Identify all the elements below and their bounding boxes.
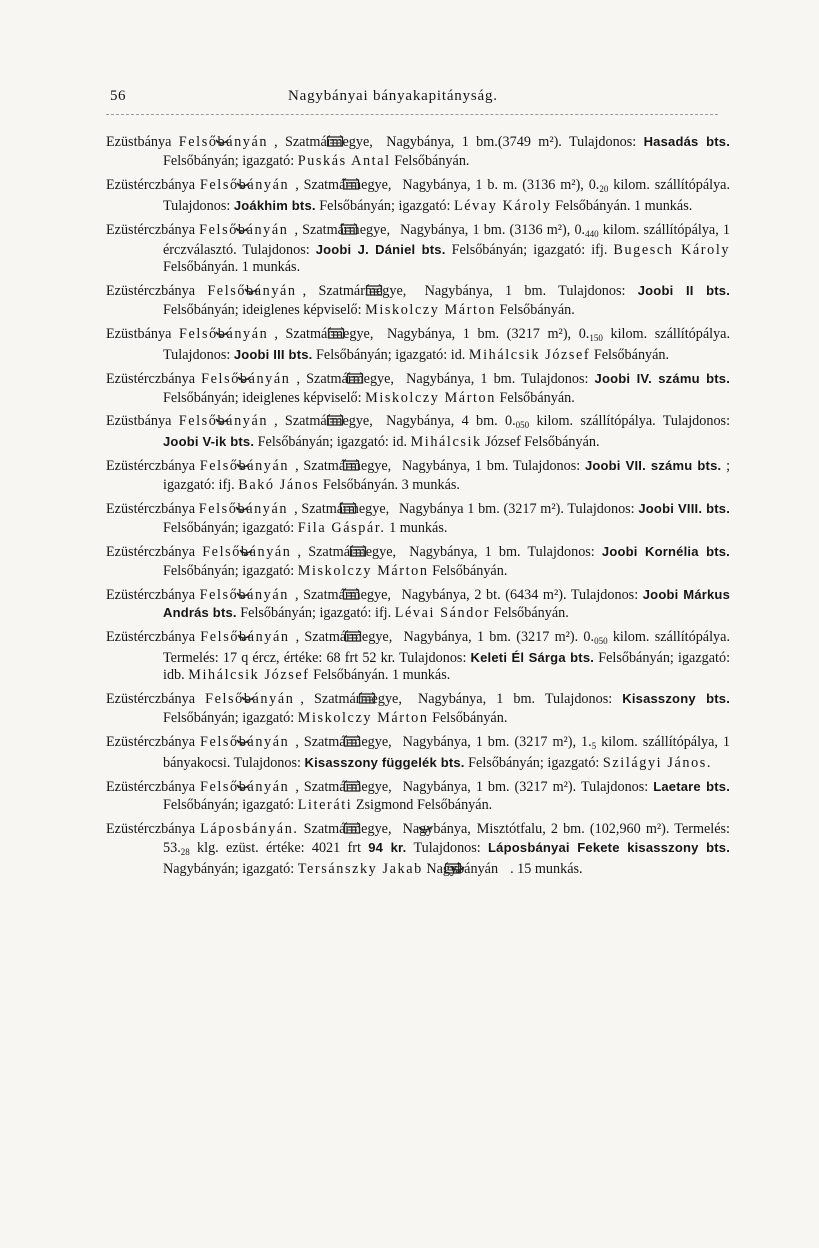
area-info: Nagybánya, bbox=[402, 821, 471, 838]
register-entry bbox=[106, 544, 730, 580]
mine-location: Felsőbányán bbox=[199, 586, 289, 603]
mine-location: Láposbányán. bbox=[200, 821, 299, 838]
decimal-subscript: 5 bbox=[591, 740, 597, 751]
mine-location: Felsőbányán bbox=[178, 413, 269, 430]
director-name: Lévai Sándor bbox=[394, 605, 490, 622]
entry-text: Felsőbányán. 3 munkás. bbox=[322, 477, 460, 494]
director-name: Miskolczy Márton bbox=[297, 709, 429, 726]
director-name: Miskolczy Márton bbox=[365, 389, 496, 406]
entry-text: József Felsőbányán. bbox=[485, 434, 600, 451]
entry-text: Felsőbányán; igazgató: bbox=[163, 709, 295, 726]
entry-text: Felsőbányán; igazgató: bbox=[163, 519, 295, 536]
running-header bbox=[110, 88, 720, 108]
register-entry bbox=[106, 283, 730, 319]
county: , Szatmármegye, bbox=[295, 733, 392, 750]
mine-type: Ezüstérczbánya bbox=[106, 586, 196, 603]
entry-text: Felsőbányán; igazgató: bbox=[163, 797, 295, 814]
owner-name: Joobi IV. számu bts. bbox=[594, 370, 731, 386]
area-info: Nagybánya, 1 bm. bbox=[424, 283, 547, 300]
header-rule bbox=[106, 114, 718, 115]
mine-type: Ezüstérczbánya bbox=[106, 690, 196, 707]
entry-text: Felsőbányán. bbox=[394, 152, 470, 169]
running-title: Nagybányai bányakapitányság. bbox=[288, 88, 498, 104]
mine-type: Ezüstérczbánya bbox=[106, 458, 196, 475]
register-entry bbox=[106, 501, 730, 537]
owner-name: Laetare bts. bbox=[653, 778, 731, 794]
entry-text: Tulajdonos: bbox=[544, 690, 613, 707]
entry-text: kilom. szállítópálya. Termelés: 17 q ércz, értéke: 68 frt 52 kr. Tulajdonos: bbox=[163, 629, 730, 667]
owner-name: Kisasszony bts. bbox=[622, 690, 731, 706]
entry-text: Felsőbányán. bbox=[493, 605, 569, 622]
owner-name: Joobi II bts. bbox=[637, 283, 731, 299]
area-info: Nagybánya, 1 bm. bbox=[401, 458, 509, 475]
entry-text: kilom. szállítópálya, 1 bányakocsi. Tulajdonos: bbox=[163, 733, 731, 771]
mine-location: Felsőbányán bbox=[179, 325, 269, 342]
entry-text: Felsőbányán. 1 munkás. bbox=[313, 666, 451, 683]
area-info: Nagybánya 1 bm. (3217 m²). bbox=[398, 501, 564, 518]
owner-name: Joobi Márkus András bts. bbox=[163, 586, 731, 621]
decimal-subscript: 150 bbox=[589, 332, 603, 343]
entry-text: Tulajdonos: bbox=[570, 586, 639, 603]
page-number: 56 bbox=[110, 88, 126, 104]
entry-text: Felsőbányán. bbox=[432, 562, 508, 579]
entry-text: Felsőbányán; igazgató: bbox=[468, 754, 600, 771]
mine-location: Felsőbányán bbox=[207, 283, 297, 300]
entry-text: Felsőbányán; igazgató: id. bbox=[257, 434, 408, 451]
mine-type: Ezüstérczbánya bbox=[106, 221, 196, 238]
entry-text: Felsőbányán; igazgató: ifj. bbox=[451, 242, 608, 259]
mine-type: Ezüstérczbánya bbox=[106, 176, 196, 193]
entry-text: Felsőbányán. bbox=[432, 709, 508, 726]
entry-text: ; igazgató: ifj. bbox=[163, 458, 731, 494]
director-name: Mihálcsik bbox=[410, 434, 482, 451]
county: , Szatmármegye, bbox=[274, 134, 373, 150]
entry-text: Tulajdonos: bbox=[512, 458, 581, 475]
director-name: Bugesch Károly bbox=[613, 242, 731, 259]
entry-text: Felsőbányán. bbox=[499, 301, 575, 318]
mine-type: Ezüstbánya bbox=[106, 325, 172, 342]
entry-text: Tulajdonos: bbox=[527, 543, 595, 560]
mine-location: Felsőbányán bbox=[202, 543, 292, 560]
mine-location: Felsőbányán bbox=[199, 221, 289, 238]
register-entry bbox=[106, 587, 730, 623]
area-info: Nagybánya, 1 bm. (3217 m²), 0. bbox=[387, 325, 590, 342]
register-entry bbox=[106, 629, 730, 683]
county: , Szatmármegye, bbox=[295, 176, 392, 193]
area-info: Nagybánya, 4 bm. 0. bbox=[386, 413, 516, 430]
area-info: Nagybánya, 1 bm. bbox=[409, 543, 521, 560]
mine-type: Ezüstérczbánya bbox=[106, 370, 196, 387]
entry-text: kilom. szállítópálya. Tulajdonos: bbox=[536, 413, 731, 430]
mine-location: Felsőbányán bbox=[199, 458, 290, 475]
register-entry bbox=[106, 413, 730, 451]
entry-text: Felsőbányán; ideiglenes képviselő: bbox=[163, 301, 362, 318]
owner-name: Joobi V-ik bts. bbox=[163, 434, 255, 450]
mine-type: Ezüstérczbánya bbox=[106, 501, 196, 518]
mine-type: Ezüstérczbánya bbox=[106, 778, 196, 795]
decimal-subscript: 20 bbox=[599, 183, 609, 194]
county: , Szatmármegye, bbox=[295, 458, 392, 475]
entry-text: kilom. szállítópálya, 1 érczválasztó. Tulajdonos: bbox=[163, 221, 731, 259]
entry-text: Felsőbányán; igazgató: ifj. bbox=[240, 605, 392, 622]
county: , Szatmármegye, bbox=[300, 690, 402, 707]
director-name: Puskás Antal bbox=[297, 152, 391, 169]
decimal-subscript: 440 bbox=[585, 228, 599, 239]
register-entry bbox=[106, 134, 730, 170]
county: Szatmármegye, bbox=[303, 821, 392, 838]
director-name: Bakó János bbox=[238, 477, 320, 494]
county: , Szatmármegye, bbox=[274, 413, 373, 430]
entry-text: Zsigmond Felsőbányán. bbox=[355, 797, 493, 814]
mine-location: Felsőbányán bbox=[199, 733, 290, 750]
entry-text: Felsőbányán; ideiglenes képviselő: bbox=[163, 389, 362, 406]
director-name: Mihálcsik József bbox=[468, 346, 591, 363]
entry-text: Tulajdonos: bbox=[413, 840, 481, 857]
area-info: Nagybánya, 1 b. m. (3136 m²), 0. bbox=[402, 176, 600, 193]
mine-location: Felsőbányán bbox=[205, 690, 295, 707]
mine-location: Felsőbányán bbox=[200, 629, 290, 646]
mine-type: Ezüstérczbánya bbox=[106, 543, 196, 560]
entry-text: Felsőbányán. bbox=[499, 389, 575, 406]
value-kr: 94 kr. bbox=[368, 840, 407, 856]
entry-text: 1 munkás. bbox=[389, 519, 448, 536]
decimal-subscript: 050 bbox=[594, 636, 608, 647]
county: , Szatmármegye, bbox=[294, 586, 391, 603]
entry-text: Tulajdonos: bbox=[580, 778, 649, 795]
county: , Szatmármegye, bbox=[274, 325, 374, 342]
county: , Szatmármegye, bbox=[295, 778, 392, 795]
entry-text: Tulajdonos: bbox=[567, 501, 635, 518]
area-info: Nagybánya, 1 bm. bbox=[406, 370, 516, 387]
county: , Szatmármegye, bbox=[295, 629, 393, 646]
entry-text: . 15 munkás. bbox=[510, 860, 583, 877]
entry-text: Felsőbányán. bbox=[593, 346, 670, 363]
area-info: Nagybánya, 1 bm. (3217 m²). 0. bbox=[403, 629, 595, 646]
register-entry bbox=[106, 691, 730, 727]
entry-text: Felsőbányán. 1 munkás. bbox=[163, 259, 301, 276]
area-info: Nagybánya, 1 bm. (3217 m²). bbox=[402, 778, 577, 795]
entry-text: Tulajdonos: bbox=[568, 134, 637, 150]
area-info: Nagybánya, 2 bt. (6434 m²). bbox=[401, 586, 567, 603]
entry-text: Nagybányán bbox=[426, 860, 499, 877]
area-info: Nagybánya, 1 bm. (3217 m²), 1. bbox=[402, 733, 592, 750]
owner-name: Keleti Él Sárga bts. bbox=[470, 650, 595, 666]
entry-text: Misztótfalu, 2 bm. (102,960 m²). Termelés: 53. bbox=[163, 821, 730, 857]
entry-text: Felsőbányán; igazgató: bbox=[163, 152, 295, 169]
entry-text: Felsőbányán; igazgató: id. bbox=[316, 346, 466, 363]
owner-name: Kisasszony függelék bts. bbox=[304, 754, 465, 770]
owner-name: Joobi VIII. bts. bbox=[638, 501, 731, 517]
register-entry bbox=[106, 734, 730, 772]
mine-type: Ezüstérczbánya bbox=[106, 629, 196, 646]
county: , Szatmármegye, bbox=[296, 370, 394, 387]
director-name: Miskolczy Márton bbox=[297, 562, 429, 579]
owner-name: Joobi III bts. bbox=[233, 346, 313, 362]
mine-type: Ezüstbánya bbox=[106, 413, 172, 430]
mine-location: Felsőbányán bbox=[198, 501, 289, 518]
area-info: Nagybánya, 1 bm. bbox=[417, 690, 536, 707]
mine-location: Felsőbányán bbox=[178, 134, 269, 150]
director-name: Mihálcsik József bbox=[188, 666, 310, 683]
register-entry bbox=[106, 779, 730, 815]
director-name: Literáti bbox=[297, 797, 353, 814]
entry-text: Felsőbányán; igazgató: bbox=[163, 562, 295, 579]
register-entry bbox=[106, 177, 730, 215]
director-name: Fila Gáspár. bbox=[297, 519, 386, 536]
owner-name: Láposbányai Fekete kisasszony bts. bbox=[488, 840, 731, 856]
director-name: Lévay Károly bbox=[454, 197, 552, 214]
mine-type: Ezüstérczbánya bbox=[106, 283, 196, 300]
decimal-subscript: 28 bbox=[180, 847, 190, 858]
owner-name: Joobi VII. számu bts. bbox=[584, 458, 722, 474]
decimal-subscript: 050 bbox=[515, 420, 530, 431]
entry-text: Felsőbányán. 1 munkás. bbox=[555, 197, 693, 214]
entry-text: kilom. szállítópálya. Tulajdonos: bbox=[163, 176, 731, 214]
entry-text: Tulajdonos: bbox=[521, 370, 589, 387]
mine-type: Ezüstérczbánya bbox=[106, 733, 196, 750]
mine-location: Felsőbányán bbox=[201, 370, 291, 387]
entry-text: Nagybányán; igazgató: bbox=[163, 860, 295, 877]
entry-text: Felsőbányán; igazgató: idb. bbox=[163, 650, 731, 683]
register-entry bbox=[106, 371, 730, 407]
entry-text: Felsőbányán; igazgató: bbox=[319, 197, 451, 214]
director-name: Tersánszky Jakab bbox=[297, 860, 423, 877]
register-entry bbox=[106, 326, 730, 364]
owner-name: Joobi Kornélia bts. bbox=[601, 543, 730, 559]
owner-name: Joobi J. Dániel bts. bbox=[315, 242, 446, 258]
register-entry bbox=[106, 458, 730, 494]
owner-name: Joákhim bts. bbox=[233, 197, 316, 213]
area-info: Nagybánya, 1 bm.(3749 m²). bbox=[386, 134, 562, 150]
county: , Szatmármegye, bbox=[294, 501, 390, 518]
director-name: Miskolczy Márton bbox=[365, 301, 496, 318]
entry-text: kilom. szállítópálya. Tulajdonos: bbox=[163, 325, 731, 363]
director-name: Szilágyi János. bbox=[602, 754, 713, 771]
entry-text: Tulajdonos: bbox=[558, 283, 626, 300]
entry-text: klg. ezüst. értéke: 4021 frt bbox=[197, 840, 361, 857]
county: , Szatmármegye, bbox=[294, 221, 391, 238]
mine-location: Felsőbányán bbox=[199, 176, 290, 193]
mine-type: Ezüstbánya bbox=[106, 134, 172, 150]
mine-type: Ezüstérczbánya bbox=[106, 821, 196, 838]
mine-register-list bbox=[106, 134, 730, 887]
county: , Szatmármegye, bbox=[302, 283, 407, 300]
area-info: Nagybánya, 1 bm. (3136 m²), 0. bbox=[400, 221, 586, 238]
owner-name: Hasadás bts. bbox=[643, 134, 731, 149]
county: , Szatmármegye, bbox=[297, 543, 397, 560]
mine-location: Felsőbányán bbox=[200, 778, 290, 795]
register-entry bbox=[106, 222, 730, 276]
register-entry bbox=[106, 821, 730, 879]
